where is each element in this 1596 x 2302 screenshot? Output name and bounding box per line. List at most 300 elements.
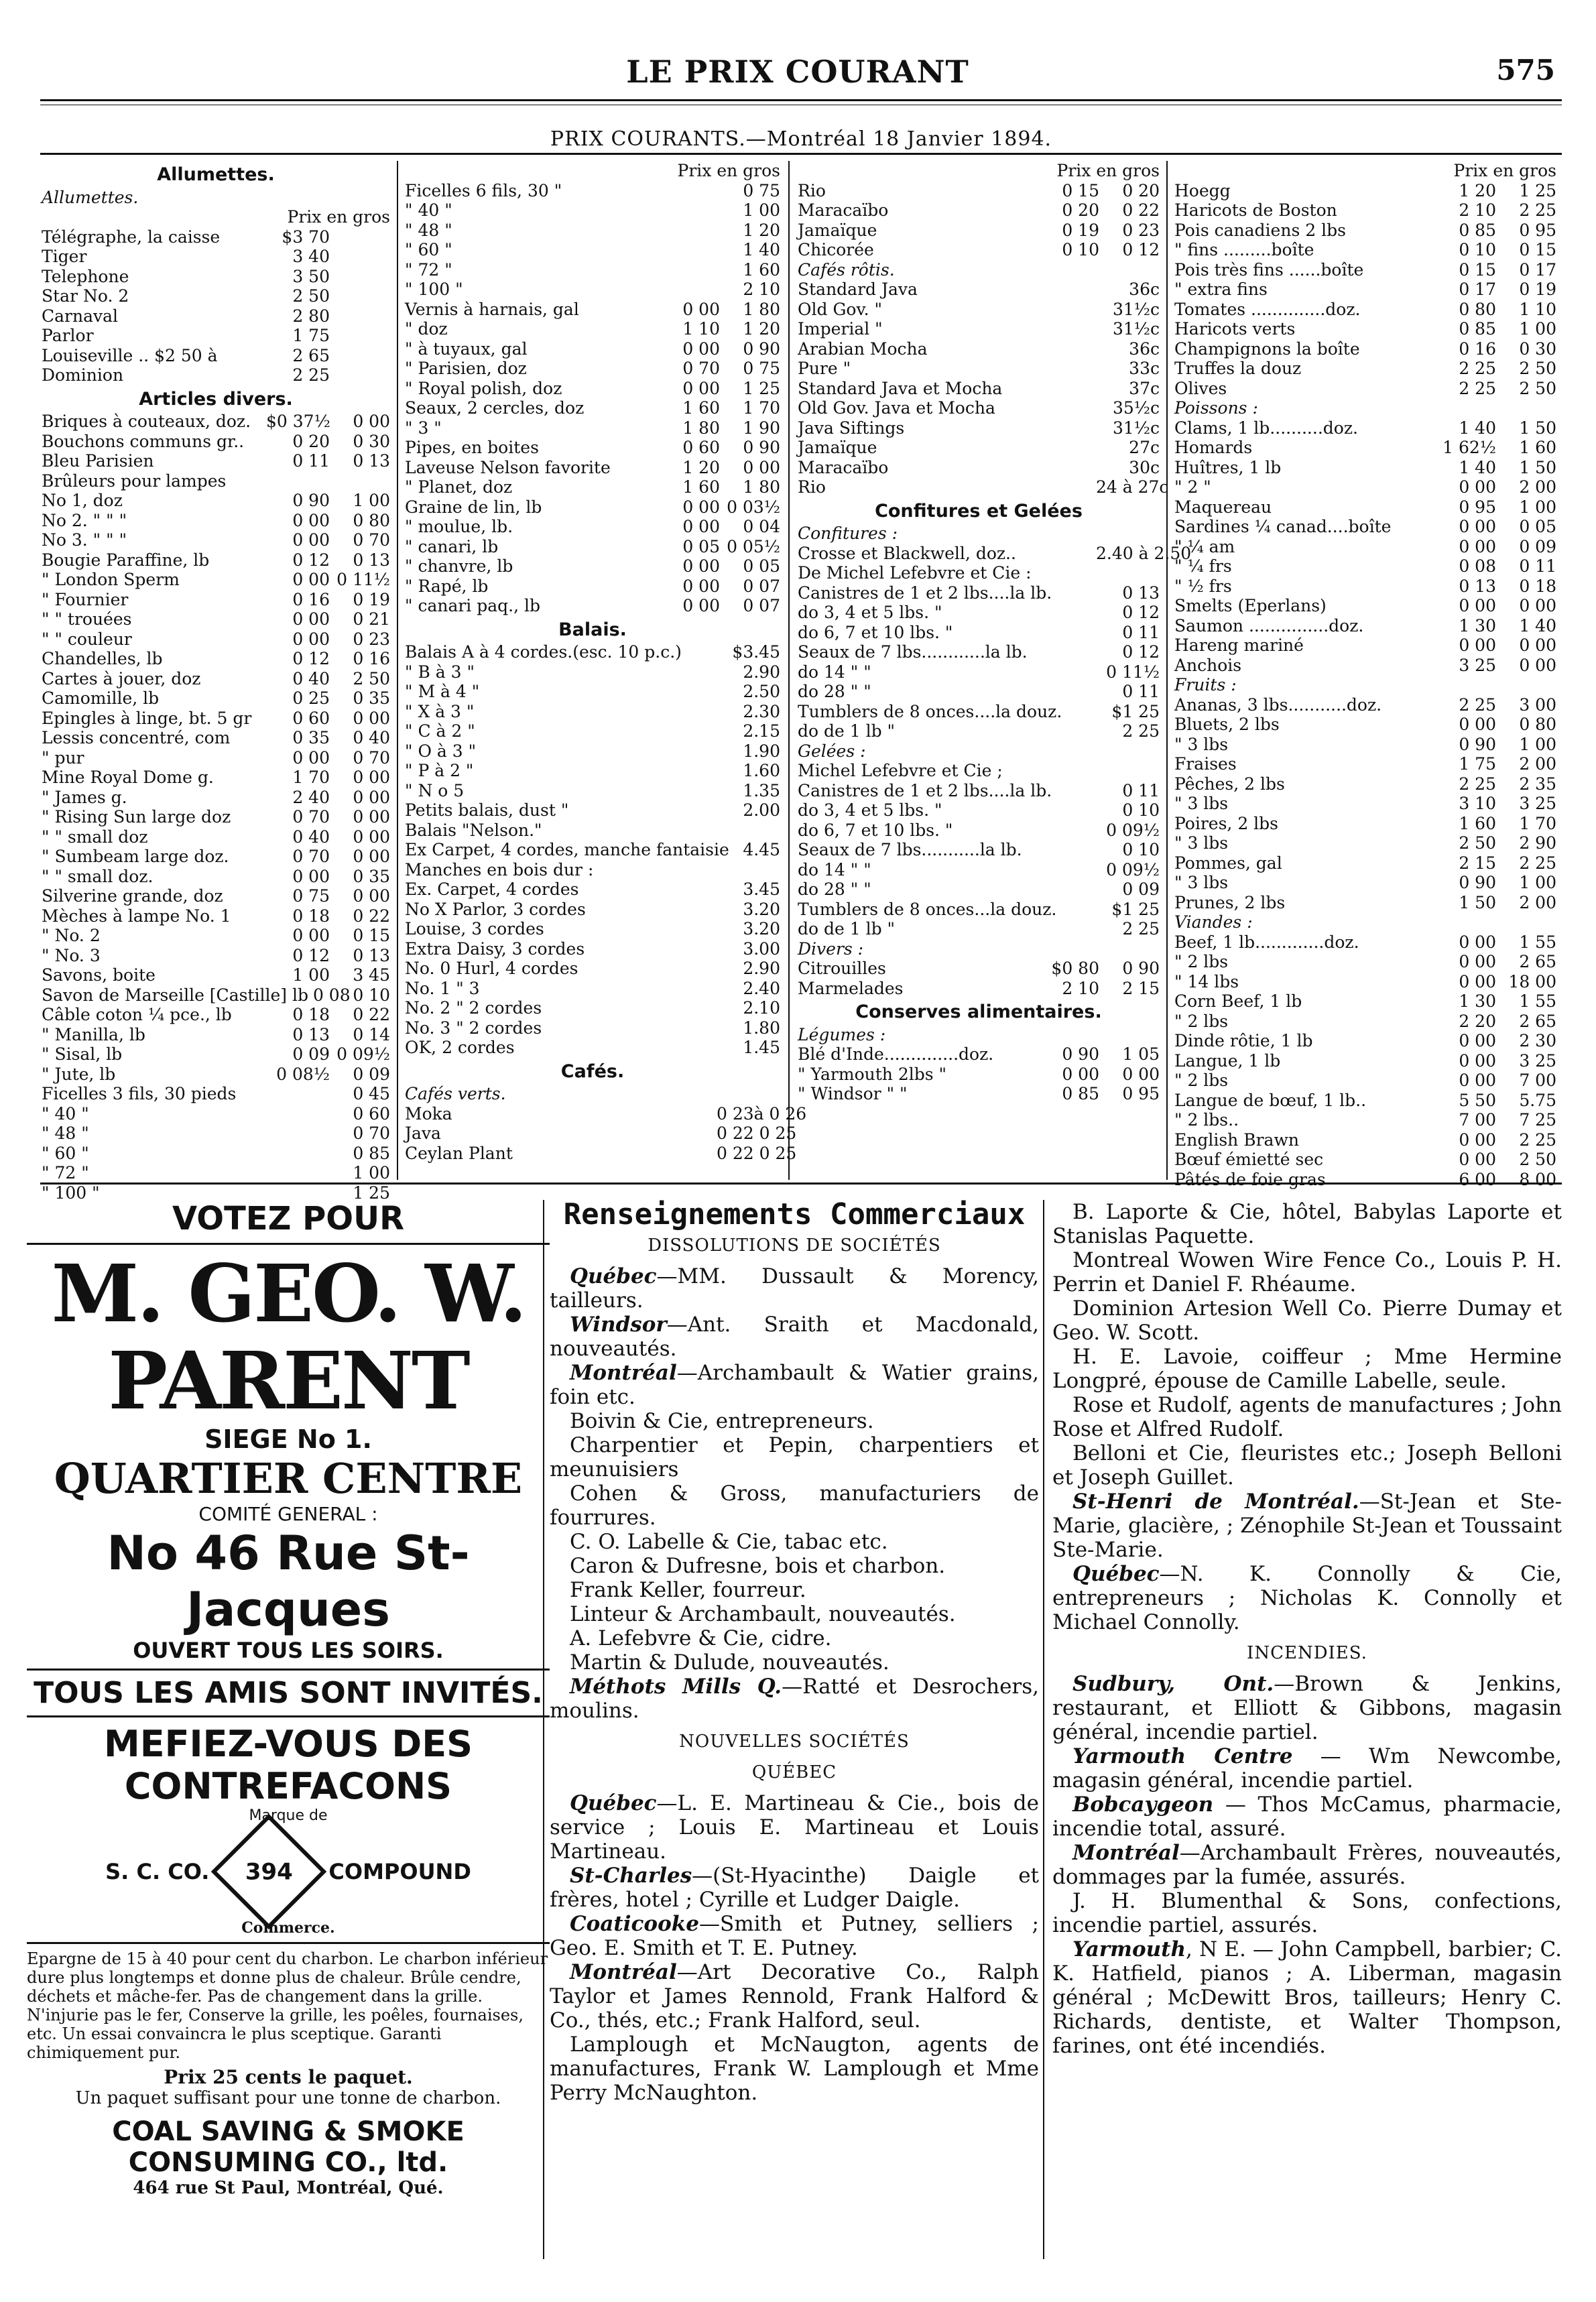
price-row [405,537,780,557]
item-label: " Planet, doz [405,477,513,497]
price-value: 2 40 [292,787,330,807]
notice-entry [550,1530,1039,1554]
price-value: 1 70 [1519,813,1556,833]
price-value [266,1124,330,1144]
price-value: 1 00 [1519,873,1556,892]
notice-entry [550,1791,1039,1864]
price-value: 0 00 [1519,655,1556,675]
price-row [798,280,1160,300]
diamond-icon [211,1814,327,1930]
price-value: 1.45 [743,1038,780,1057]
subheader-rule [40,153,1562,155]
item-label: Michel Lefebvre et Cie ; [798,761,1003,780]
price-value: 2 50 [1519,1150,1556,1169]
logo-compound: COMPOUND [328,1859,471,1884]
price-value: 0 00 [292,570,330,589]
notice-text: —Archambault & Watier grains, foin etc. [550,1361,1039,1409]
price-row [42,649,390,669]
price-row [405,919,780,939]
item-label: Parlor [42,326,94,345]
price-row [798,603,1160,623]
price-row [798,319,1160,339]
item-label: Pipes, en boites [405,438,539,457]
price-value: 0 13 [1122,583,1160,603]
item-label: Arabian Mocha [798,339,928,359]
item-label: English Brawn [1174,1130,1299,1150]
item-label: Ex. Carpet, 4 cordes [405,880,579,899]
column-divider [543,1200,544,2259]
prices-bottom-rule [40,1183,1562,1185]
price-value: 1 60 [743,259,780,280]
price-row [1174,952,1556,972]
price-value: 0 90 [743,438,780,457]
ad-candidate-name: M. GEO. W. PARENT [51,1247,526,1427]
item-label: do 6, 7 et 10 lbs. " [798,820,953,840]
price-row [42,326,390,346]
price-row [798,339,1160,359]
price-value: 2 50 [353,668,390,688]
price-value: 2.90 [743,662,780,682]
city-name: Québec [570,1264,657,1288]
price-row [798,563,1160,583]
section-heading: Balais. [558,619,627,640]
price-row [42,511,390,531]
price-value: 3.00 [743,938,780,959]
section-heading: Confitures et Gelées [875,500,1083,522]
price-row [798,300,1160,320]
item-label: Homards [1174,438,1253,457]
item-label: Bouchons communs gr.. [42,431,245,451]
price-value: 3 25 [1459,655,1496,675]
price-row [798,721,1160,741]
price-value: 0 00 [353,708,390,728]
price-value: 1 10 [682,319,720,339]
price-row [405,418,780,438]
price-value: 0 00 [1459,1071,1496,1090]
notice-entry [550,1313,1039,1361]
price-row [405,359,780,379]
price-value [266,1163,330,1183]
price-row [405,181,780,201]
sub-heading: Légumes : [798,1024,886,1044]
section-title: Renseignements Commerciaux [563,1197,1026,1231]
price-value: 2 65 [1519,1011,1556,1031]
notice-text: —Smith et Putney, selliers ; Geo. E. Smith et T. E. Putney. [550,1912,1039,1960]
price-value: 1 25 [1519,180,1556,200]
notice-text: —Ant. Sraith et Macdonald, nouveautés. [550,1313,1039,1361]
price-row [1174,1051,1556,1071]
item-label: Bœuf émietté sec [1174,1150,1324,1169]
item-label: Ceylan Plant [405,1143,513,1163]
notice-text: —L. E. Martineau & Cie., bois de service ; Louis E. Martineau et Louis Martineau. [550,1791,1039,1864]
price-value: 0 90 [1459,873,1496,892]
price-value: 1.90 [743,741,780,761]
price-row [1174,517,1556,537]
item-label: " 60 " [405,240,452,259]
item-label: Truffes la douz [1174,359,1302,378]
item-label: " canari, lb [405,536,499,556]
item-label: Smelts (Eperlans) [1174,596,1327,615]
price-row [1174,1031,1556,1051]
price-value: 1 20 [1459,180,1496,200]
item-label: Langue, 1 lb [1174,1050,1281,1071]
price-row [405,339,780,359]
price-row [42,788,390,808]
price-value: 0 19 [353,589,390,609]
price-value: 0 04 [743,517,780,536]
price-row [42,709,390,729]
sub-heading: Gelées : [798,741,866,761]
price-value: 1 60 [1459,813,1496,833]
price-value: 0 20 [1122,180,1160,200]
item-label: Petits balais, dust " [405,800,569,820]
price-value: 2.50 [743,682,780,701]
city-name: Yarmouth Centre [1072,1744,1293,1768]
item-label: Saumon ...............doz. [1174,615,1364,635]
price-value [717,821,780,841]
price-value: 0 00 [682,378,720,398]
price-value [330,471,390,491]
item-label: No 2. " " " [42,510,127,530]
notice-text: B. Laporte & Cie, hôtel, Babylas Laporte et Stanislas Paquette. [1052,1200,1562,1248]
price-value: 0 09 [292,1044,330,1064]
price-value: 1 50 [1519,457,1556,477]
price-value: 5.75 [1519,1090,1556,1110]
price-value: 0 35 [353,866,390,886]
price-value: 0 10 [1062,240,1099,259]
price-value: 2.15 [743,721,780,741]
item-label: " 72 " [405,259,452,280]
item-label: " 14 lbs [1174,971,1239,991]
price-value: 0 00 [1062,1064,1099,1084]
item-label: Canistres de 1 et 2 lbs....la lb. [798,780,1052,800]
price-row [405,200,780,221]
price-row [42,451,390,471]
item-label: Laveuse Nelson favorite [405,457,611,477]
notice-entry [550,1960,1039,2033]
price-row [405,998,780,1018]
price-value: 0 03½ [727,497,780,517]
price-value: 30c [1129,457,1160,477]
price-row [798,418,1160,438]
item-label: Ananas, 3 lbs...........doz. [1174,694,1382,715]
item-label: Bluets, 2 lbs [1174,715,1280,734]
notice-text: Montreal Wowen Wire Fence Co., Louis P. H. Perrin et Daniel F. Rhéaume. [1052,1248,1562,1296]
price-value: 0 16 [1459,339,1496,359]
notice-text: Dominion Artesion Well Co. Pierre Dumay et Geo. W. Scott. [1052,1296,1562,1345]
price-value: 0 12 [292,550,330,570]
price-value: 0 00 [1459,1031,1496,1050]
price-value: 36c [1129,280,1160,299]
ad-comite: COMITÉ GENERAL : [198,1503,378,1525]
price-value: 2 25 [1459,359,1496,378]
price-value: 0 90 [1062,1044,1099,1064]
price-row [1174,794,1556,814]
price-row [1174,1130,1556,1150]
item-label: Savon de Marseille [Castille] lb [42,985,308,1005]
price-value: 0 70 [353,530,390,550]
price-value: 0 85 [1459,220,1496,240]
price-value: 2 25 [1519,853,1556,873]
price-row [42,965,390,985]
price-value: 0 22 [353,906,390,926]
notice-entry [550,1864,1039,1912]
item-label: " Sisal, lb [42,1044,123,1064]
column-cafes [798,161,1192,1180]
price-row [798,1084,1160,1104]
price-value [656,280,720,300]
ad-paquet: Un paquet suffisant pour une tonne de charbon. [75,2088,501,2108]
price-row [42,286,390,306]
notice-text: —N. K. Connolly & Cie, entrepreneurs ; Nicholas K. Connolly et Michael Connolly. [1052,1562,1562,1634]
price-row [405,959,780,979]
city-name: Sudbury, Ont. [1072,1672,1274,1696]
notice-text: Belloni et Cie, fleuristes etc.; Joseph Belloni et Joseph Guillet. [1052,1441,1562,1490]
ad-amis: TOUS LES AMIS SONT INVITÉS. [34,1676,543,1710]
notice-text: Frank Keller, fourreur. [570,1578,806,1602]
price-value: 0 20 [1062,200,1099,220]
item-label: " 3 lbs [1174,873,1229,892]
price-value: 0 35 [292,728,330,747]
sub-heading: Cafés verts. [405,1084,506,1103]
item-label: Extra Daisy, 3 cordes [405,938,585,959]
price-value: 0 80 [1519,715,1556,734]
price-value: 0 00 [1459,971,1496,991]
item-label: Jamaïque [798,220,877,240]
item-label: Tumblers de 8 onces...la douz. [798,899,1057,919]
item-label: Haricots de Boston [1174,200,1337,220]
notice-text: —(St-Hyacinthe) Daigle et frères, hotel ; Cyrille et Ludger Daigle. [550,1864,1039,1912]
item-label: No. 2 " 2 cordes [405,998,542,1018]
subheader: PRIX COURANTS.—Montréal 18 Janvier 1894. [550,127,1052,151]
price-value [266,1104,330,1124]
price-value: 0 22 [353,1005,390,1024]
ad-quartier: QUARTIER CENTRE [54,1454,523,1503]
nouvelles-heading: NOUVELLES SOCIÉTÉS [679,1732,910,1752]
price-value: 0 70 [292,807,330,827]
item-label: " 40 " [405,200,452,220]
city-name: Coaticooke [570,1912,699,1936]
price-value: 3 25 [1519,794,1556,813]
price-heading: Prix en gros [1056,161,1160,180]
price-value: 0 30 [1519,339,1556,359]
price-value: 0 15 [1459,259,1496,280]
price-row [405,821,780,841]
price-value: 2 50 [1519,378,1556,398]
price-row [405,721,780,741]
price-value: $1 25 [1111,899,1160,919]
price-value: 0 08 [1459,556,1496,576]
price-row [42,1163,390,1183]
item-label: Seaux de 7 lbs............la lb. [798,642,1028,662]
price-value: 1 00 [353,491,390,510]
price-value: 0 40 [292,827,330,847]
price-value: 0 11½ [336,570,390,589]
price-value: 0 00 [1459,1130,1496,1150]
item-label: Tumblers de 8 onces....la douz. [798,701,1062,721]
price-value: 0 00 [743,457,780,477]
price-row [1174,695,1556,715]
sub-heading: Divers : [798,938,864,959]
item-label: Rio [798,180,826,200]
price-row [798,240,1160,260]
item-label: " 40 " [42,1103,89,1124]
price-value: 0 09 [1519,536,1556,556]
price-row [1174,200,1556,221]
price-value: 0 17 [1519,259,1556,280]
price-row [42,688,390,709]
price-value: 2 00 [1519,754,1556,774]
price-value: 1 00 [292,965,330,985]
price-value: 0 18 [292,1005,330,1024]
item-label: Briques à couteaux, doz. [42,412,251,431]
price-value [1096,761,1160,781]
item-label: Citrouilles [798,959,886,978]
price-value: 0 00 [1519,635,1556,655]
item-label: Balais "Nelson." [405,820,542,840]
price-value [656,181,720,201]
notice-entry [550,1481,1039,1530]
city-name: Méthots Mills Q. [570,1675,782,1699]
price-value: 1 00 [353,1163,390,1183]
price-value: 0 60 [292,708,330,728]
item-label: Anchois [1174,655,1242,675]
price-value: 1 75 [1459,754,1496,774]
price-row [798,959,1160,979]
city-name: Québec [1072,1562,1160,1586]
price-row [1174,991,1556,1012]
price-value: 1 50 [1519,418,1556,438]
quebec-heading: QUÉBEC [751,1762,837,1782]
item-label: do 3, 4 et 5 lbs. " [798,800,942,820]
price-value: 0 85 [353,1143,390,1163]
price-row [42,412,390,432]
price-row [42,1065,390,1085]
item-label: Imperial " [798,319,883,339]
price-row [798,860,1160,880]
price-value [656,240,720,260]
price-value [266,1084,330,1104]
item-label: " 100 " [405,280,463,299]
price-row [42,247,390,267]
price-value: 2 65 [292,345,330,365]
price-row [405,880,780,900]
item-label: " 72 " [42,1163,89,1183]
price-value: 0 80 [1459,299,1496,319]
item-label: Seaux, 2 cercles, doz [405,398,585,418]
notice-text: — Wm Newcombe, magasin général, incendie partiel. [1052,1744,1562,1793]
price-value: 27c [1129,438,1160,457]
price-value: 3.20 [743,919,780,938]
notice-entry [1052,1672,1562,1744]
price-value: 0 00 [292,747,330,768]
sub-heading: Viandes : [1174,912,1253,932]
price-row [42,590,390,610]
item-label: " Jute, lb [42,1064,116,1084]
price-value: 0 85 [1062,1084,1099,1103]
price-value: 0 00 [292,866,330,886]
price-heading: Prix en gros [677,161,780,180]
price-value: 2 50 [1519,359,1556,378]
price-value [656,221,720,241]
notice-entry [1052,1841,1562,1889]
price-row [42,491,390,511]
price-value: 4.45 [743,840,780,859]
price-value: 1.60 [743,761,780,780]
price-row [1174,715,1556,735]
notice-entry [550,1554,1039,1578]
item-label: " pur [42,747,84,768]
price-value: 0 00 [1459,952,1496,971]
price-value [1096,563,1160,583]
price-row [405,398,780,418]
price-value: 0 09 [353,1064,390,1084]
price-row [42,530,390,550]
price-value: 0 09½ [336,1044,390,1064]
price-row [42,471,390,491]
item-label: " 2 " [1174,477,1211,497]
item-label: " " small doz. [42,866,154,886]
item-label: Maracaïbo [798,457,889,477]
price-value: 1 25 [353,1183,390,1203]
notice-text: —Brown & Jenkins, restaurant, et Elliott & Gibbons, magasin général, incendie partiel. [1052,1672,1562,1744]
price-value: 2 15 [1459,853,1496,873]
price-value: 0 95 [1519,220,1556,240]
price-value: 5 50 [1459,1090,1496,1110]
price-row [42,1005,390,1025]
item-label: Haricots verts [1174,319,1296,339]
price-row [405,240,780,260]
price-value: 1 50 [1459,892,1496,912]
price-value: 2 50 [292,286,330,306]
sub-heading: Fruits : [1174,675,1237,694]
price-value: 1 00 [1519,319,1556,339]
price-value: 1 40 [743,240,780,259]
item-label: do 28 " " [798,880,871,899]
price-value: 1 80 [743,477,780,497]
price-row [1174,339,1556,359]
price-row [1174,893,1556,913]
item-label: " extra fins [1174,280,1268,299]
notice-text: Charpentier et Pepin, charpentiers et meunuisiers [550,1433,1039,1481]
price-value: 0 22 0 25 [717,1143,797,1163]
price-value: 0 00 [353,787,390,807]
price-value [330,346,390,366]
price-value: 0 00 [682,497,720,517]
price-value: 0 15 [353,926,390,945]
price-value: 0 35 [353,688,390,708]
price-value: 0 12 [1122,603,1160,622]
price-row [405,900,780,920]
price-row [1174,1150,1556,1170]
item-label: Ficelles 3 fils, 30 pieds [42,1084,237,1103]
price-row [798,200,1160,221]
item-label: No 3. " " " [42,530,127,550]
price-value: 3.20 [743,899,780,919]
price-row [798,477,1169,497]
price-value: 3 10 [1459,794,1496,813]
item-label: Old Gov. Java et Mocha [798,398,995,418]
price-value: 2 25 [292,365,330,385]
item-label: No 1, doz [42,491,123,510]
item-label: " à tuyaux, gal [405,339,528,359]
sub-heading: Confitures : [798,524,898,543]
city-name: Québec [570,1791,657,1815]
item-label: " Rapé, lb [405,576,489,596]
price-value: 0 13 [1459,576,1496,596]
item-label: " 2 lbs [1174,952,1229,971]
price-row [798,662,1160,682]
